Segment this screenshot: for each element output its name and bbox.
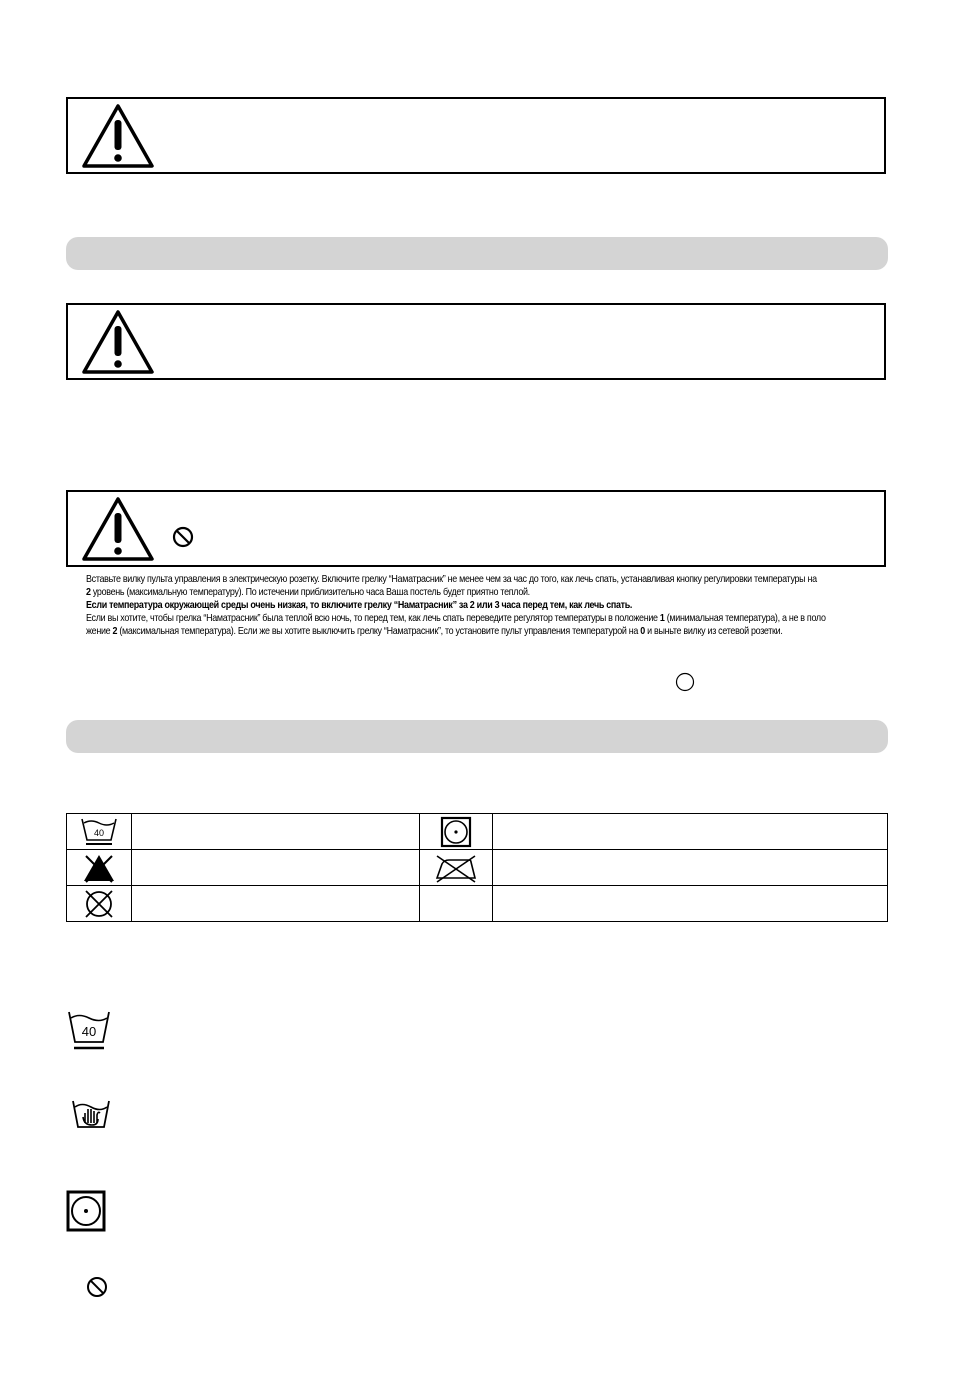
table-row [67, 814, 888, 850]
table-cell-text [132, 814, 420, 850]
table-cell-icon [67, 814, 132, 850]
section-header-bar-1 [66, 237, 888, 270]
table-cell-icon [420, 814, 493, 850]
table-cell-text [132, 886, 420, 922]
circle-marker-icon [675, 672, 695, 692]
table-cell-icon [67, 850, 132, 886]
instruction-line-2: 2 уровень (максимальную температуру). По истечении приблизительно часа Ваша постель будет приятно теплой. [86, 587, 530, 598]
care-symbols-table [66, 813, 888, 922]
wash-temp-label: 40 [81, 1024, 97, 1039]
table-cell-text [493, 886, 888, 922]
table-cell-text [493, 814, 888, 850]
prohibition-icon [86, 1276, 108, 1298]
table-cell-icon [420, 850, 493, 886]
table-row [67, 886, 888, 922]
prohibition-icon [172, 526, 194, 548]
instructions-paragraph [86, 573, 891, 638]
no-dryclean-icon [81, 888, 117, 920]
warning-box-1 [66, 97, 886, 174]
warning-triangle-icon [80, 495, 156, 563]
tumble-dry-icon [66, 1190, 106, 1232]
instruction-line-4: Если вы хотите, чтобы грелка “Наматрасник” была теплой всю ночь, то перед тем, как лечь спать переведите регулятор температуры в положение 1 (минимальная температура), а не в поло [86, 613, 826, 624]
wash-40-icon [79, 816, 119, 848]
table-row [67, 850, 888, 886]
warning-box-2 [66, 303, 886, 380]
section-header-bar-2 [66, 720, 888, 753]
wash-temp-label: 40 [93, 827, 105, 838]
hand-wash-icon [70, 1095, 112, 1133]
tumble-dry-icon [440, 816, 472, 848]
table-cell-icon [420, 886, 493, 922]
warning-triangle-icon [80, 308, 156, 376]
table-cell-text [493, 850, 888, 886]
table-cell-icon [67, 886, 132, 922]
warning-box-3 [66, 490, 886, 567]
wash-40-icon [66, 1008, 112, 1054]
table-cell-text [132, 850, 420, 886]
no-bleach-icon [81, 852, 117, 884]
warning-triangle-icon [80, 102, 156, 170]
no-iron-icon [433, 852, 479, 884]
instruction-line-1: Вставьте вилку пульта управления в электрическую розетку. Включите грелку “Наматрасник” не менее чем за час до того, как лечь спать, устанавливая кнопку регулировки температуры на [86, 574, 817, 585]
instruction-line-3: Если температура окружающей среды очень низкая, то включите грелку “Наматрасник” за 2 или 3 часа перед тем, как лечь спать. [86, 600, 633, 611]
instruction-line-5: жение 2 (максимальная температура). Если же вы хотите выключить грелку “Наматрасник”, то установите пульт управления температурой на 0 и выньте вилку из сетевой розетки. [86, 626, 783, 637]
